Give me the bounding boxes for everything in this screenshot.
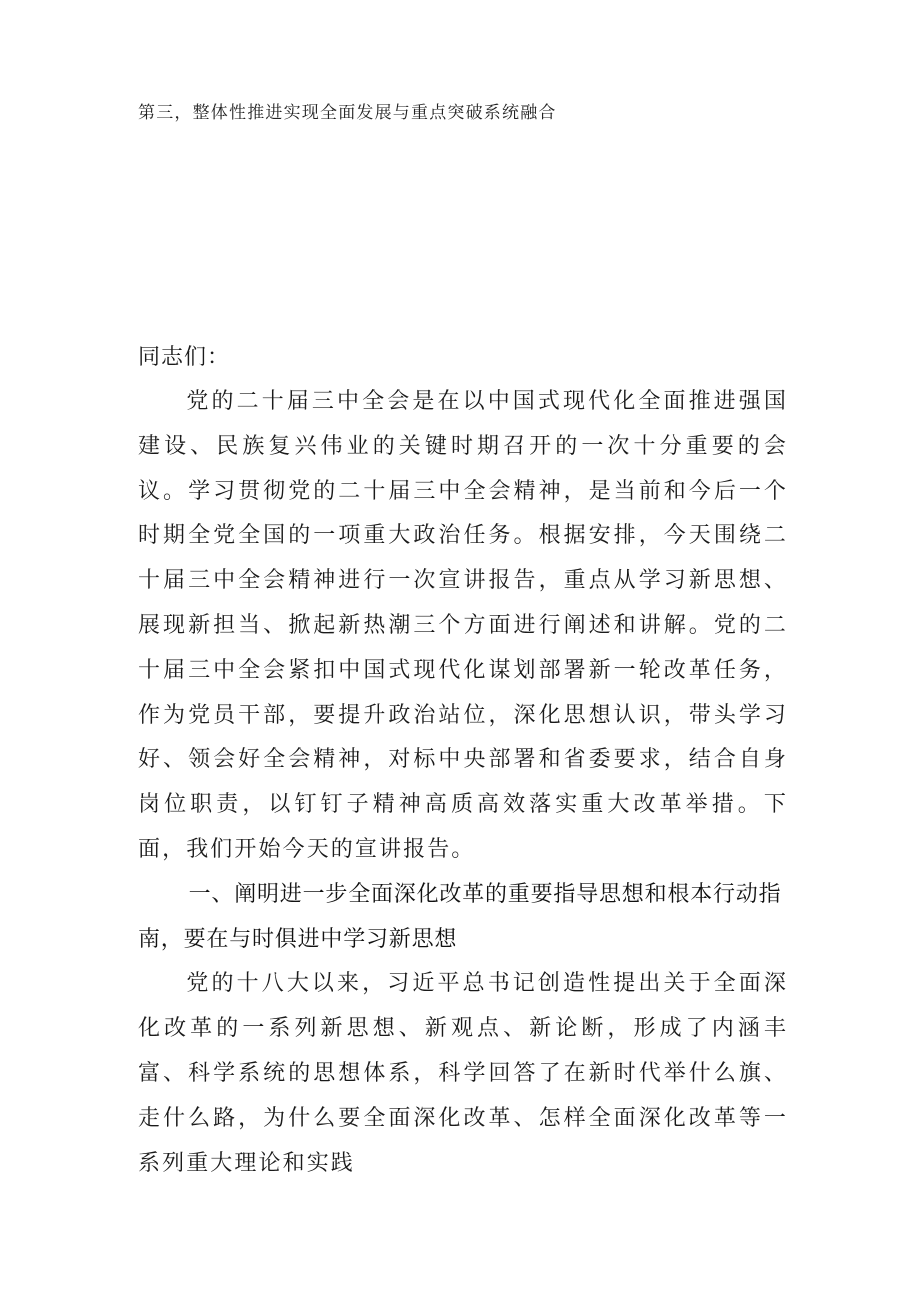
document-header: 第三，整体性推进实现全面发展与重点突破系统融合 bbox=[138, 103, 557, 123]
document-body bbox=[138, 336, 788, 1186]
salutation: 同志们： bbox=[138, 345, 231, 370]
section-paragraph: 党的十八大以来，习近平总书记创造性提出关于全面深化改革的一系列新思想、新观点、新论断，形成了内涵丰富、科学系统的思想体系，科学回答了在新时代举什么旗、走什么路，为什么要全面深化改革、怎样全面深化改革等一系列重大理论和实践 bbox=[138, 971, 788, 1176]
intro-paragraph: 党的二十届三中全会是在以中国式现代化全面推进强国建设、民族复兴伟业的关键时期召开的一次十分重要的会议。学习贯彻党的二十届三中全会精神，是当前和今后一个时期全党全国的一项重大政治任务。根据安排，今天围绕二十届三中全会精神进行一次宣讲报告，重点从学习新思想、展现新担当、掀起新热潮三个方面进行阐述和讲解。党的二十届三中全会紧扣中国式现代化谋划部署新一轮改革任务，作为党员干部，要提升政治站位，深化思想认识，带头学习好、领会好全会精神，对标中央部署和省委要求，结合自身岗位职责，以钉钉子精神高质高效落实重大改革举措。下面，我们开始今天的宣讲报告。 bbox=[138, 389, 788, 862]
section-heading: 一、阐明进一步全面深化改革的重要指导思想和根本行动指南，要在与时俱进中学习新思想 bbox=[138, 881, 782, 952]
